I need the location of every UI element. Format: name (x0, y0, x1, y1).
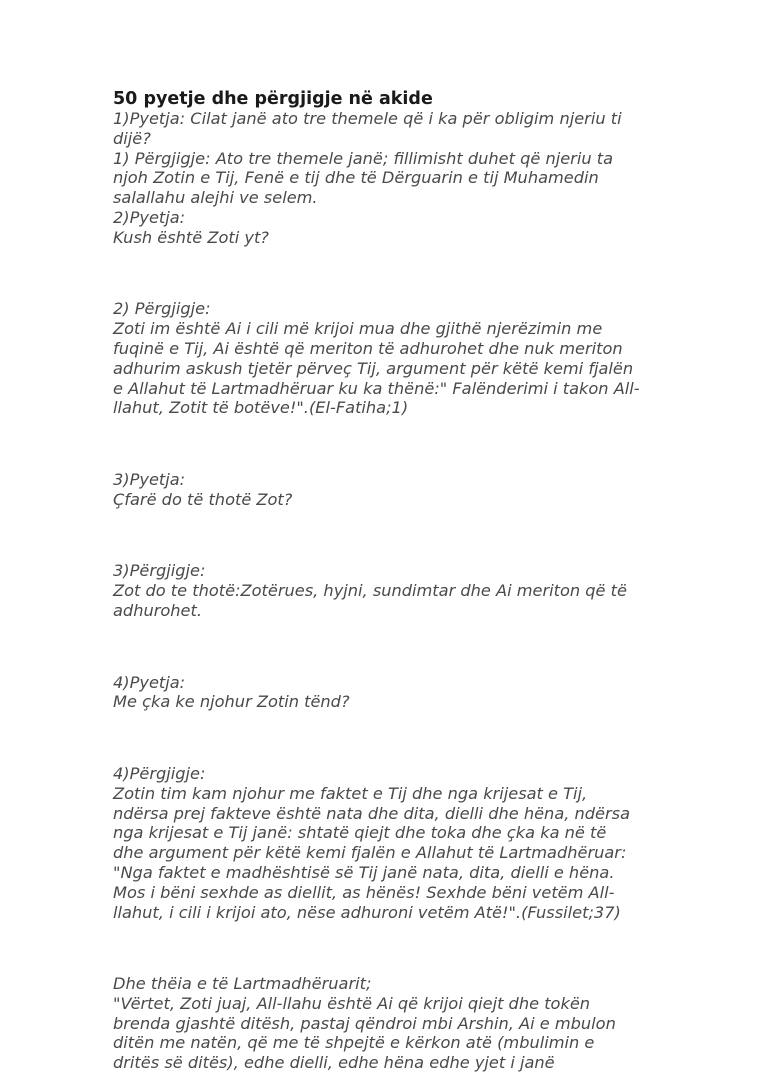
text-line: salallahu alejhi ve selem. (113, 188, 318, 208)
text-line: fuqinë e Tij, Ai është që meriton të adhurohet dhe nuk meriton (113, 338, 623, 358)
text-line: Zot do te thotë:Zotërues, hyjni, sundimtar dhe Ai meriton që të (113, 581, 627, 601)
text-line: Zoti im është Ai i cili më krijoi mua dhe gjithë njerëzimin me (113, 319, 603, 339)
text-line: Dhe thëia e të Lartmadhëruarit; (113, 974, 372, 994)
text-line: 4)Pyetja: (113, 672, 186, 692)
text-line: brenda gjashtë ditësh, pastaj qëndroi mbi Arshin, Ai e mbulon (113, 1013, 616, 1033)
text-line: adhurim askush tjetër përveç Tij, argument për këtë kemi fjalën (113, 358, 634, 378)
text-line: dijë? (113, 128, 151, 148)
text-line: Zotin tim kam njohur me faktet e Tij dhe nga krijesat e Tij, (113, 783, 588, 803)
text-line: dritës së ditës), edhe dielli, edhe hëna edhe yjet i janë (113, 1053, 555, 1073)
text-line: e Allahut të Lartmadhëruar ku ka thënë:" Falënderimi i takon All- (113, 378, 640, 398)
text-line: 1)Pyetja: Cilat janë ato tre themele që i ka për obligim njeriu ti (113, 109, 622, 128)
text-line: adhurohet. (113, 600, 202, 620)
blank-line (113, 526, 658, 546)
document-body (113, 109, 658, 1073)
blank-line (113, 264, 658, 284)
text-line: 1) Përgjigje: Ato tre themele janë; fillimisht duhet që njeriu ta (113, 148, 614, 168)
text-line: ditën me natën, që me të shpejtë e kërkon atë (mbulimin e (113, 1033, 595, 1053)
text-line: 2) Përgjigje: (113, 299, 211, 319)
text-line: llahut, Zotit të botëve!".(El-Fatiha;1) (113, 398, 409, 418)
text-line: llahut, i cili i krijoi ato, nëse adhuroni vetëm Atë!".(Fussilet;37) (113, 902, 621, 922)
text-line: nga krijesat e Tij janë: shtatë qiejt dhe toka dhe çka ka në të (113, 823, 607, 843)
text-line: 4)Përgjigje: (113, 763, 206, 783)
text-line: 3)Përgjigje: (113, 561, 206, 581)
blank-line (113, 728, 658, 748)
blank-line (113, 637, 658, 657)
blank-line (113, 434, 658, 454)
text-line: Mos i bëni sexhde as diellit, as hënës! Sexhde bëni vetëm All- (113, 882, 615, 902)
text-line: 3)Pyetja: (113, 469, 186, 489)
text-line: Me çka ke njohur Zotin tënd? (113, 692, 350, 712)
document-page (113, 89, 658, 1073)
text-line: njoh Zotin e Tij, Fenë e tij dhe të Dërguarin e tij Muhamedin (113, 168, 599, 188)
text-line: dhe argument për këtë kemi fjalën e Allahut të Lartmadhëruar: (113, 843, 627, 863)
text-line: "Vërtet, Zoti juaj, All-llahu është Ai që krijoi qiejt dhe tokën (113, 993, 591, 1013)
text-line: ndërsa prej fakteve është nata dhe dita, dielli dhe hëna, ndërsa (113, 803, 631, 823)
document-title: 50 pyetje dhe përgjigje në akide (113, 89, 433, 109)
text-line: "Nga faktet e madhështisë së Tij janë nata, dita, dielli e hëna. (113, 862, 615, 882)
text-line: 2)Pyetja: (113, 207, 186, 227)
text-line: Kush është Zoti yt? (113, 227, 269, 247)
text-line: Çfarë do të thotë Zot? (113, 489, 293, 509)
blank-line (113, 938, 658, 958)
